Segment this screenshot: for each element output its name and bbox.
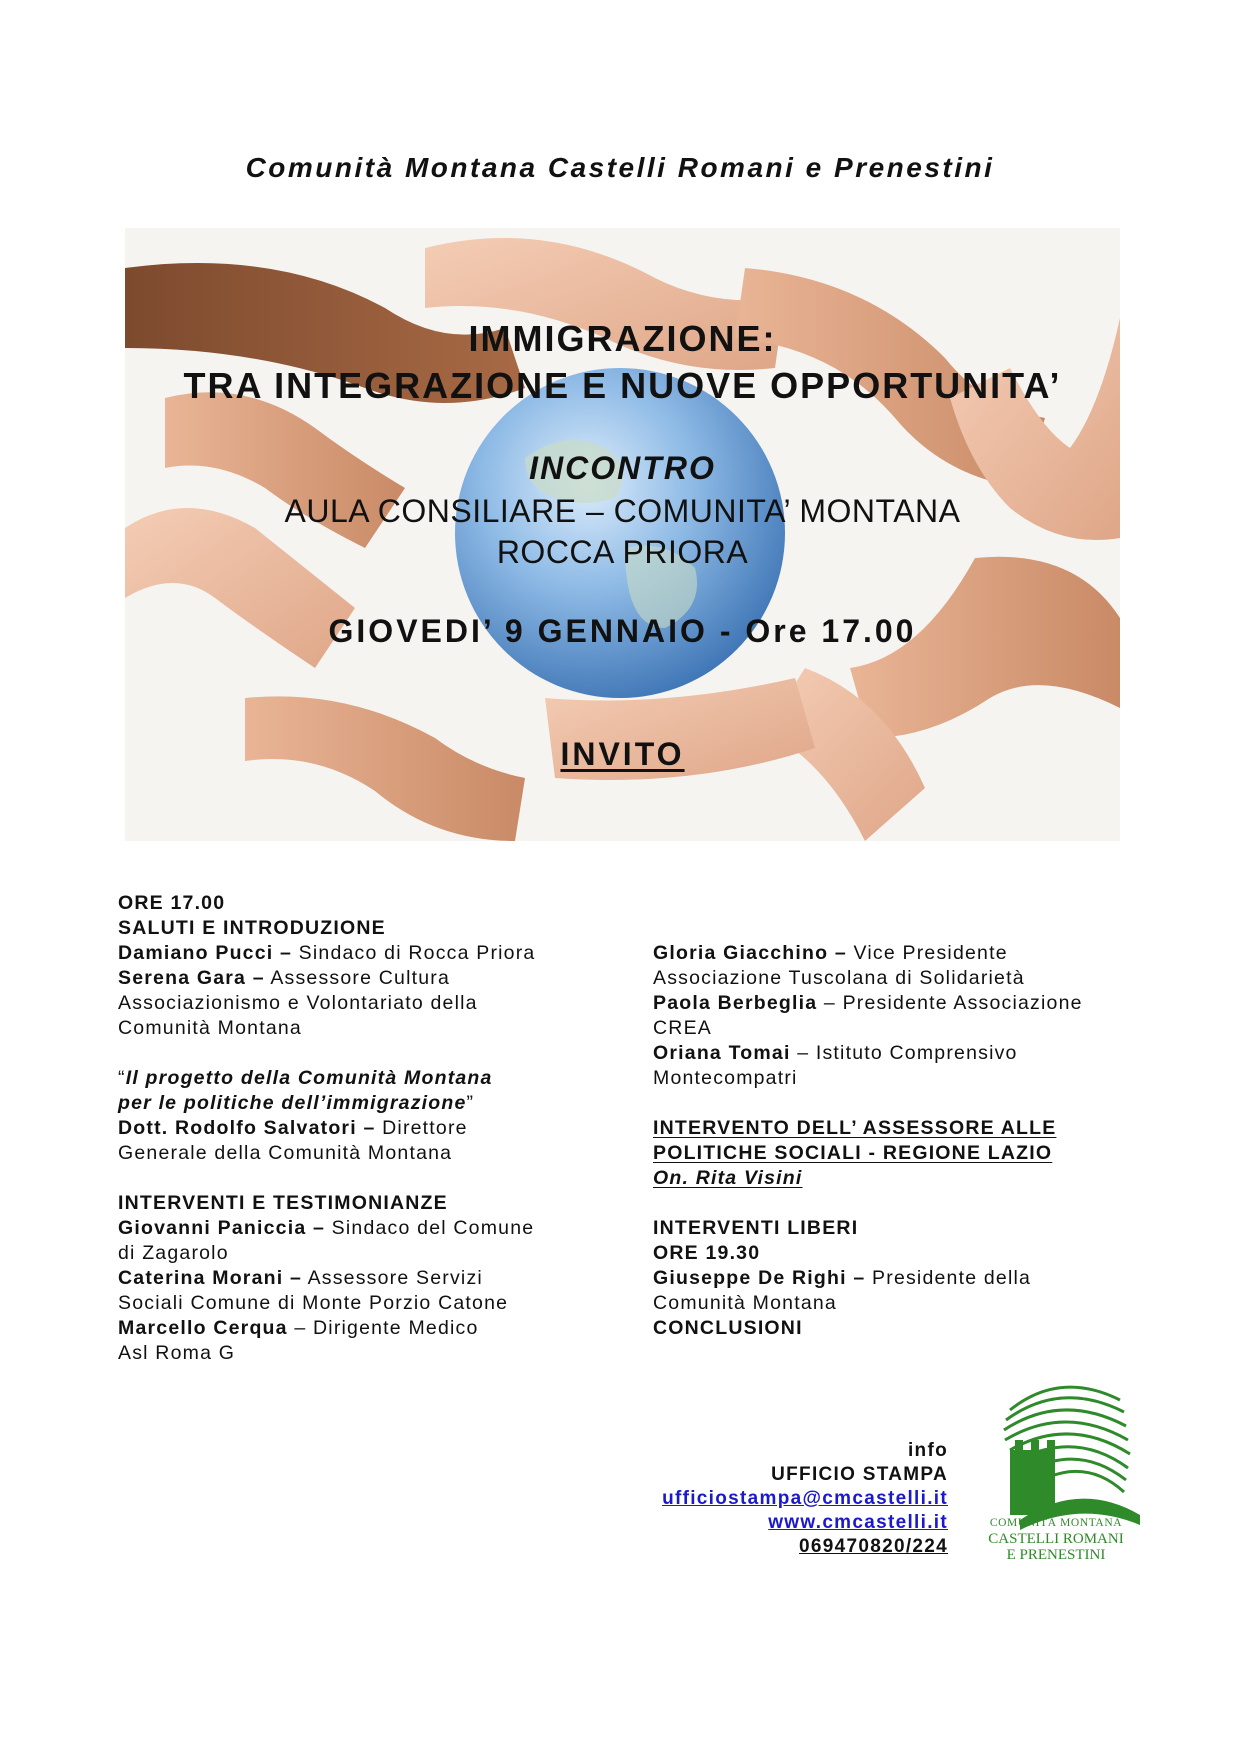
logo-caption	[970, 1515, 1142, 1563]
speaker-role-continued: Asl Roma G	[118, 1342, 236, 1364]
invito-label: INVITO	[560, 736, 685, 772]
event-title-line2: TRA INTEGRAZIONE E NUOVE OPPORTUNITA’	[183, 365, 1062, 406]
speaker-entry	[118, 1316, 588, 1341]
event-title-line1: IMMIGRAZIONE:	[468, 318, 777, 359]
speaker-entry	[118, 1216, 588, 1241]
speaker-role-continued: CREA	[653, 1017, 712, 1039]
press-office-label: UFFICIO STAMPA	[771, 1464, 948, 1485]
speaker-entry	[653, 1041, 1133, 1066]
talk-title-line1: Il progetto della Comunità Montana	[125, 1067, 493, 1089]
speaker-role-continued: di Zagarolo	[118, 1242, 229, 1264]
contact-block	[662, 1439, 948, 1559]
speaker-entry	[118, 966, 588, 991]
speaker-name: Oriana Tomai	[653, 1042, 791, 1064]
email-link[interactable]: ufficiostampa@cmcastelli.it	[662, 1488, 948, 1509]
speaker-name: Dott. Rodolfo Salvatori –	[118, 1117, 376, 1139]
speaker-name: Paola Berbeglia	[653, 992, 818, 1014]
closing-time: ORE 19.30	[653, 1242, 761, 1264]
speaker-role: Assessore Cultura	[264, 967, 451, 989]
website-link[interactable]: www.cmcastelli.it	[768, 1512, 948, 1533]
speaker-entry	[653, 941, 1133, 966]
section-conclusions: CONCLUSIONI	[653, 1317, 803, 1339]
section-testimonies: INTERVENTI E TESTIMONIANZE	[118, 1192, 448, 1214]
speaker-name: Caterina Morani –	[118, 1267, 303, 1289]
venue-line2: ROCCA PRIORA	[496, 534, 749, 570]
hero-banner	[125, 228, 1120, 841]
organization-title: Comunità Montana Castelli Romani e Prenestini	[245, 152, 995, 183]
logo-line2: CASTELLI ROMANI	[988, 1531, 1124, 1547]
phone-number: 069470820/224	[799, 1536, 948, 1557]
event-date: GIOVEDI’ 9 GENNAIO - Ore 17.00	[328, 613, 917, 649]
speaker-role-continued: Associazionismo e Volontariato della	[118, 992, 478, 1014]
speaker-role: – Presidente Associazione	[817, 992, 1083, 1014]
speaker-name: Marcello Cerqua	[118, 1317, 288, 1339]
talk-title-line2: per le politiche dell’immigrazione	[118, 1092, 467, 1114]
speaker-role-continued: Comunità Montana	[653, 1292, 837, 1314]
speaker-role-continued: Montecompatri	[653, 1067, 798, 1089]
logo-line1: COMUNITÀ MONTANA	[989, 1517, 1123, 1529]
speaker-role-continued: Associazione Tuscolana di Solidarietà	[653, 967, 1025, 989]
speaker-role: – Dirigente Medico	[287, 1317, 479, 1339]
speaker-role: – Istituto Comprensivo	[790, 1042, 1018, 1064]
section-regional-councillor-line1: INTERVENTO DELL’ ASSESSORE ALLE	[653, 1117, 1057, 1139]
speaker-entry	[118, 1116, 588, 1141]
speaker-role-continued: Comunità Montana	[118, 1017, 302, 1039]
logo-line3: E PRENESTINI	[1006, 1547, 1106, 1563]
section-greetings: SALUTI E INTRODUZIONE	[118, 917, 386, 939]
section-open-interventions: INTERVENTI LIBERI	[653, 1217, 859, 1239]
info-label: info	[907, 1440, 948, 1461]
speaker-role-continued: Generale della Comunità Montana	[118, 1142, 453, 1164]
councillor-name: On. Rita Visini	[653, 1167, 803, 1189]
speaker-role: Sindaco del Comune	[325, 1217, 535, 1239]
section-regional-councillor-line2: POLITICHE SOCIALI - REGIONE LAZIO	[653, 1142, 1053, 1164]
talk-title	[118, 1066, 588, 1091]
speaker-name: Gloria Giacchino –	[653, 942, 847, 964]
talk-title	[118, 1091, 588, 1116]
program-right-column	[653, 941, 1133, 1341]
event-type: INCONTRO	[529, 450, 716, 486]
speaker-role: Direttore	[375, 1117, 468, 1139]
speaker-name: Damiano Pucci –	[118, 942, 293, 964]
speaker-name: Giovanni Paniccia –	[118, 1217, 326, 1239]
speaker-role: Presidente della	[865, 1267, 1032, 1289]
speaker-role: Vice Presidente	[846, 942, 1008, 964]
quote-open: “	[118, 1067, 126, 1089]
quote-close: ”	[466, 1092, 475, 1114]
invito-heading	[125, 736, 1120, 773]
speaker-entry	[653, 1266, 1133, 1291]
speaker-role: Sindaco di Rocca Priora	[292, 942, 536, 964]
speaker-entry	[118, 1266, 588, 1291]
program-left-column	[118, 891, 588, 1366]
speaker-entry	[118, 941, 588, 966]
speaker-role: Assessore Servizi	[302, 1267, 483, 1289]
speaker-name: Serena Gara –	[118, 967, 265, 989]
start-time: ORE 17.00	[118, 892, 226, 914]
venue-line1: AULA CONSILIARE – COMUNITA’ MONTANA	[284, 493, 961, 529]
speaker-name: Giuseppe De Righi –	[653, 1267, 866, 1289]
speaker-entry	[653, 991, 1133, 1016]
speaker-role-continued: Sociali Comune di Monte Porzio Catone	[118, 1292, 509, 1314]
